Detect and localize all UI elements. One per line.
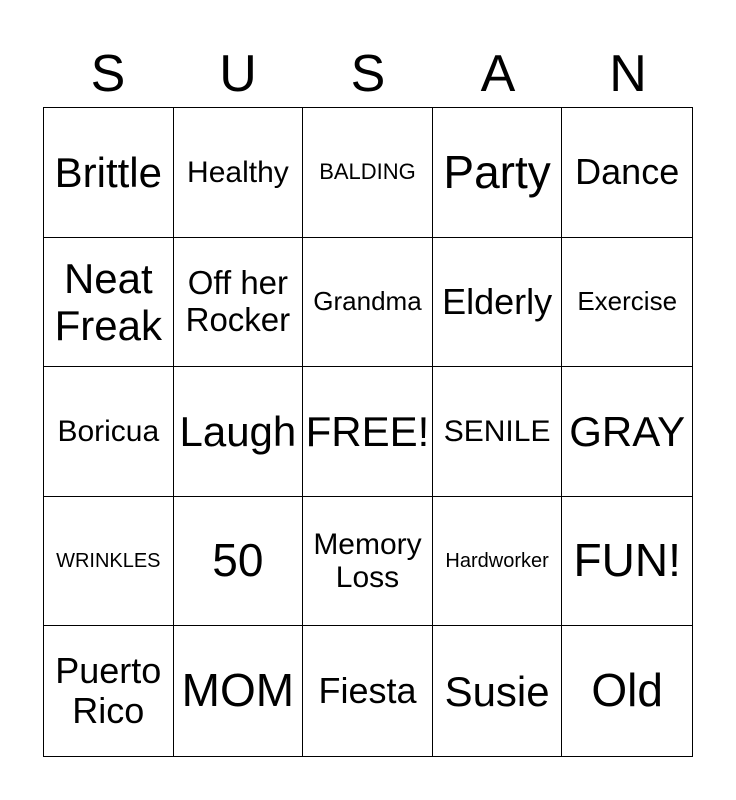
bingo-cell: FUN!: [562, 497, 692, 627]
bingo-cell: MOM: [174, 626, 304, 756]
bingo-cell: Healthy: [174, 108, 304, 238]
bingo-cell: Off her Rocker: [174, 238, 304, 368]
header-letter-s1: S: [90, 45, 126, 103]
bingo-cell: Old: [591, 664, 663, 717]
bingo-cell: WRINKLES: [44, 497, 174, 627]
bingo-cell: GRAY: [562, 367, 692, 497]
header-letter-s2: S: [350, 45, 386, 103]
bingo-cell: Elderly: [433, 238, 563, 368]
bingo-cell: Laugh: [174, 367, 304, 497]
bingo-cell: Party: [433, 108, 563, 238]
bingo-cell: Boricua: [44, 367, 174, 497]
bingo-cell: Hardworker: [433, 497, 563, 627]
bingo-header: [43, 40, 693, 108]
bingo-cell: Grandma: [303, 238, 433, 368]
bingo-cell: Fiesta: [303, 626, 433, 756]
bingo-board: [43, 107, 693, 757]
bingo-cell: Susie: [433, 626, 563, 756]
bingo-cell: Brittle: [44, 108, 174, 238]
bingo-cell: SENILE: [433, 367, 563, 497]
bingo-cell: Neat Freak: [44, 238, 174, 368]
header-letter-n: N: [609, 45, 647, 103]
bingo-cell: BALDING: [303, 108, 433, 238]
bingo-cell: 50: [174, 497, 304, 627]
header-letter-a: A: [480, 45, 516, 103]
bingo-cell: Puerto Rico: [44, 626, 174, 756]
bingo-cell: Dance: [562, 108, 692, 238]
free-space-cell: FREE!: [303, 367, 433, 497]
header-letter-u: U: [219, 45, 257, 103]
bingo-cell: Exercise: [562, 238, 692, 368]
bingo-cell: Memory Loss: [303, 497, 433, 627]
